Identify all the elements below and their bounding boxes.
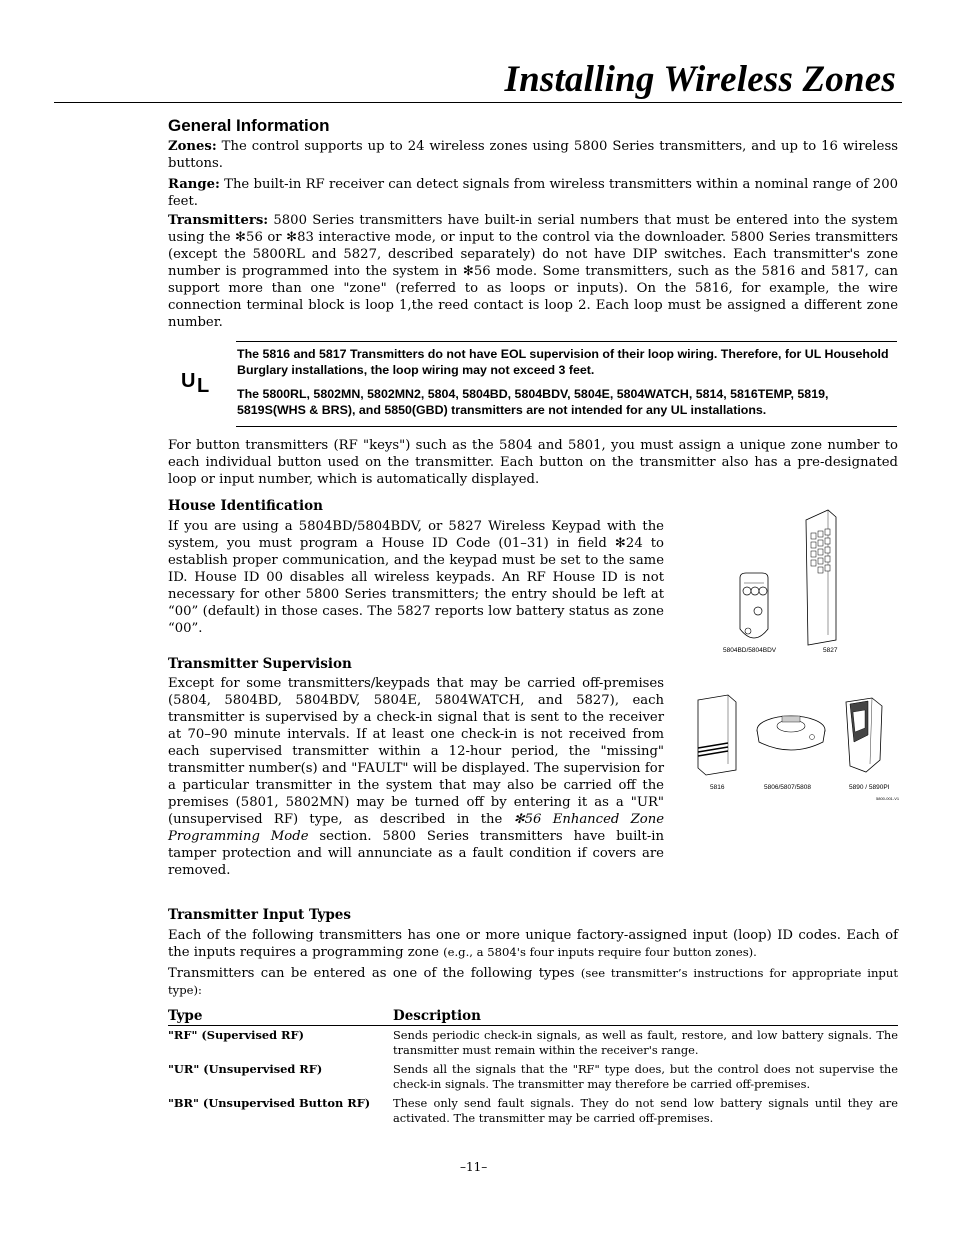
title-rule (54, 102, 902, 103)
transmitters-paragraph (168, 212, 898, 331)
caption-5816: 5816 (710, 784, 725, 791)
ul-logo-u: U (181, 370, 196, 392)
input-types-paragraph1 (168, 927, 898, 961)
supervision-text-italic: ✻56 Enhanced Zone Programming Mode (168, 812, 664, 844)
ul-note-line2: The 5800RL, 5802MN, 5802MN2, 5804, 5804BD, 5804BDV, 5804E, 5804WATCH, 5814, 5816TEMP, 5819, 5819S(WHS & BRS), and 5850(GBD) transmitters are not intended for any UL installations. (237, 387, 829, 417)
caption-5890: 5890 / 5890PI (849, 784, 890, 791)
range-label: Range: (168, 177, 220, 192)
range-paragraph (168, 176, 898, 210)
wireless-keypad-icon (806, 510, 836, 645)
input-types-heading: Transmitter Input Types (168, 907, 351, 923)
button-transmitters-paragraph: For button transmitters (RF "keys") such as the 5804 and 5801, you must assign a unique zone number to each individual button used on the transmitter. Each button on the transmitter also has a pre-designated loop or input number, which is automatically displayed. (168, 438, 898, 487)
ul-logo-l: L (197, 375, 210, 397)
table-header-rule (168, 1025, 898, 1026)
input-types-paragraph2 (168, 965, 898, 999)
key-fob-icon (740, 573, 768, 638)
house-id-paragraph: If you are using a 5804BD/5804BDV, or 5827 Wireless Keypad with the system, you must program a House ID Code (01–31) in field ✻24 to establish proper communication, and the keypad must be set to the same ID. House ID 00 disables all wireless keypads. An RF House ID is not necessary for other 5800 Series transmitters; the entry should be left at “00” (default) in those cases. The 5827 reports low battery status as zone “00”. (168, 519, 664, 636)
caption-code: 5800-001-V1 (876, 796, 900, 801)
smoke-detector-icon (757, 716, 825, 750)
supervision-heading: Transmitter Supervision (168, 656, 352, 672)
range-text: The built-in RF receiver can detect signals from wireless transmitters within a nominal range of 200 feet. (168, 177, 898, 209)
sensors-illustration (690, 690, 900, 785)
caption-5806: 5806/5807/5808 (764, 784, 811, 791)
input-types-text1: Each of the following transmitters has one or more unique factory-assigned input (loop) ID codes. Each of the inputs requires a programming zone (168, 928, 898, 960)
table-header-type: Type (168, 1008, 203, 1024)
ul-logo-icon (179, 370, 219, 400)
table-row-type: "BR" (Unsupervised Button RF) (168, 1096, 371, 1110)
zones-text: The control supports up to 24 wireless zones using 5800 Series transmitters, and up to 16 wireless buttons. (168, 139, 898, 171)
page-title: Installing Wireless Zones (504, 59, 896, 100)
house-id-heading: House Identification (168, 498, 323, 514)
door-window-transmitter-icon (698, 695, 736, 775)
input-types-text1-small: (e.g., a 5804's four inputs require four button zones). (443, 945, 757, 959)
supervision-paragraph (168, 675, 664, 879)
transmitters-label: Transmitters: (168, 213, 269, 228)
table-row-description: Sends all the signals that the "RF" type does, but the control does not supervise the check-in signals. The transmitter may therefore be carried off-premises. (393, 1062, 898, 1091)
supervision-text-b: section. 5800 Series transmitters have built-in tamper protection and will annunciate as a fault condition if covers are removed. (168, 829, 664, 878)
table-row-type: "UR" (Unsupervised RF) (168, 1062, 323, 1076)
input-types-text2: Transmitters can be entered as one of the following types (168, 966, 581, 981)
input-types-text2-small: (see transmitter’s instructions for appropriate input type): (168, 966, 898, 997)
page-number: –11– (460, 1160, 488, 1174)
table-row-description: Sends periodic check-in signals, as well as fault, restore, and low battery signals. The transmitter must remain within the receiver's range. (393, 1028, 898, 1057)
caption-5827: 5827 (823, 647, 838, 654)
table-row-type: "RF" (Supervised RF) (168, 1028, 304, 1042)
motion-detector-icon (846, 698, 882, 772)
general-heading: General Information (168, 116, 330, 135)
zones-label: Zones: (168, 139, 217, 154)
supervision-text-a: Except for some transmitters/keypads that may be carried off-premises (5804, 5804BD, 5804BDV, 5804E, 5804WATCH, and 5827), each transmitter is supervised by a check-in signal that is sent to the receiver at 70–90 minute intervals. If at least one check-in is not received from each supervised transmitter within a 12-hour period, the "missing" transmitter number(s) and "FAULT" will be displayed. The supervision for a particular transmitter in the system that may also be carried off the premises (5801, 5802MN) may be turned off by entering it as a "UR" (unsupervised RF) type, as described in the (168, 676, 664, 827)
zones-paragraph (168, 138, 898, 172)
caption-5804bd: 5804BD/5804BDV (723, 647, 777, 654)
table-row-description: These only send fault signals. They do not send low battery signals until they are activated. The transmitter may be carried off-premises. (393, 1096, 898, 1125)
table-header-description: Description (393, 1008, 481, 1024)
ul-note-line1: The 5816 and 5817 Transmitters do not have EOL supervision of their loop wiring. Therefore, for UL Household Burglary installations, the loop wiring may not exceed 3 feet. (237, 347, 889, 377)
transmitters-text: 5800 Series transmitters have built-in serial numbers that must be entered into the system using the ✻56 or ✻83 interactive mode, or input to the control via the downloader. 5800 Series transmitters (except the 5800RL and 5827, described separately) do not have DIP switches. Each transmitter's zone number is programmed into the system in ✻56 mode. Some transmitters, such as the 5816 and 5817, can support more than one "zone" (referred to as loops or inputs). On the 5816, for example, the wire connection terminal block is loop 1,the reed contact is loop 2. Each loop must be assigned a different zone number. (168, 213, 898, 330)
keypad-illustration (700, 505, 900, 665)
